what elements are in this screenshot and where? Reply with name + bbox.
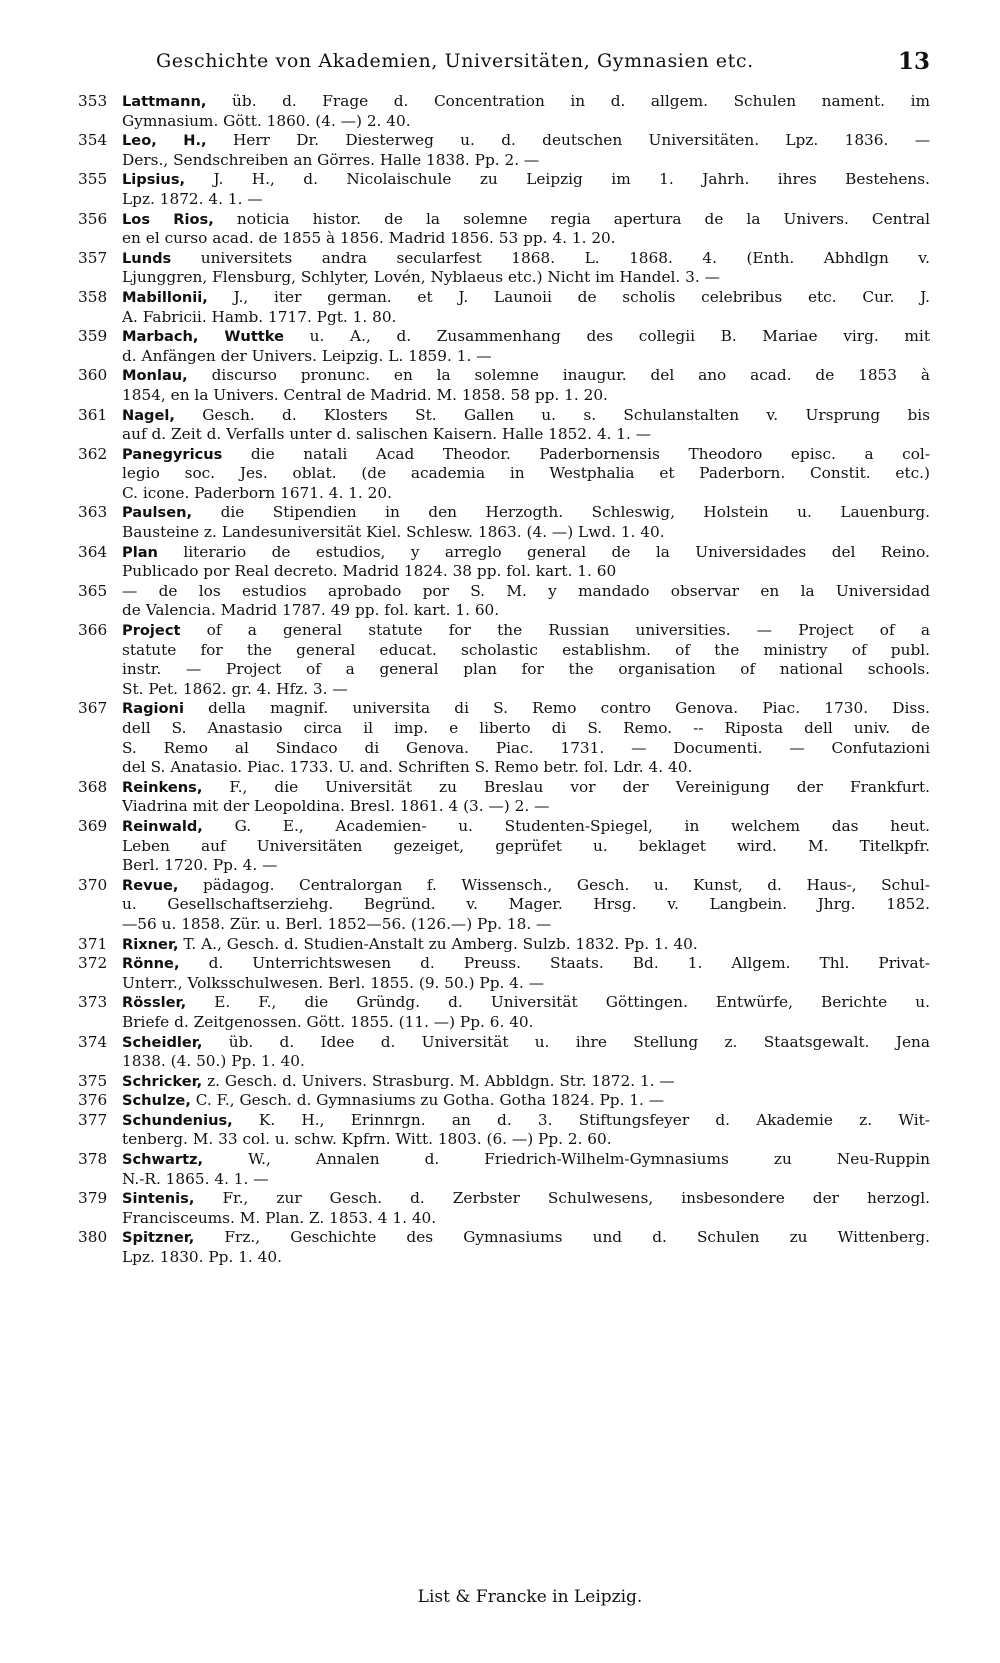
entry-line: S. Remo al Sindaco di Genova. Piac. 1731. — Documenti. — Confutazioni xyxy=(122,738,930,757)
entry-line: Ders., Sendschreiben an Görres. Halle 1838. Pp. 2. — xyxy=(122,150,540,169)
entry-text: J., iter german. et J. Launoii de scholis celebribus etc. Cur. J. xyxy=(233,287,930,306)
publisher-footer: List & Francke in Leipzig. xyxy=(417,1587,643,1607)
entry-headword: Reinkens, xyxy=(122,778,203,796)
entry-headword: Monlau, xyxy=(122,367,188,385)
catalog-entry xyxy=(78,817,930,876)
entry-line: auf d. Zeit d. Verfalls unter d. salischen Kaisern. Halle 1852. 4. 1. — xyxy=(122,425,652,444)
entry-number: 357 xyxy=(78,248,108,267)
catalog-entry xyxy=(78,503,930,542)
entry-headword: Project xyxy=(122,622,181,640)
page-number: 13 xyxy=(897,48,930,75)
entry-text: Fr., zur Gesch. d. Zerbster Schulwesens, insbesondere der herzogl. xyxy=(222,1189,930,1208)
entry-number: 367 xyxy=(78,699,108,718)
entry-headword: Marbach, Wuttke xyxy=(122,328,284,346)
entry-headword: Lattmann, xyxy=(122,93,207,110)
entry-headword: Scheidler, xyxy=(122,1033,203,1051)
entry-number: 371 xyxy=(78,934,108,953)
entry-line xyxy=(122,170,930,190)
catalog-entry xyxy=(78,131,930,170)
entry-headword: Sintenis, xyxy=(122,1190,195,1208)
catalog-entry xyxy=(78,210,930,249)
entry-text: della magnif. universita di S. Remo contro Genova. Piac. 1730. Diss. xyxy=(208,699,930,718)
entry-line: en el curso acad. de 1855 à 1856. Madrid 1856. 53 pp. 4. 1. 20. xyxy=(122,229,616,248)
entry-line: N.-R. 1865. 4. 1. — xyxy=(122,1169,269,1188)
entry-line: 1854, en la Univers. Central de Madrid. M. 1858. 58 pp. 1. 20. xyxy=(122,385,608,404)
entry-text: Gesch. d. Klosters St. Gallen u. s. Schulanstalten v. Ursprung bis xyxy=(202,405,930,424)
entry-headword: Spitzner, xyxy=(122,1229,195,1247)
catalog-entry xyxy=(78,406,930,445)
entry-text: üb. d. Idee d. Universität u. ihre Stellung z. Staatsgewalt. Jena xyxy=(228,1032,930,1051)
entry-number: 372 xyxy=(78,954,108,973)
entry-number: 375 xyxy=(78,1071,108,1090)
entry-line: — de los estudios aprobado por S. M. y mandado observar en la Universidad xyxy=(122,581,930,600)
entry-headword: Mabillonii, xyxy=(122,288,208,306)
entry-text: üb. d. Frage d. Concentration in d. allgem. Schulen nament. im xyxy=(232,92,930,110)
entry-number: 374 xyxy=(78,1032,108,1051)
entry-line: A. Fabricii. Hamb. 1717. Pgt. 1. 80. xyxy=(122,307,397,326)
entry-headword: Leo, H., xyxy=(122,132,207,150)
entry-number: 366 xyxy=(78,621,108,640)
entry-headword: Schwartz, xyxy=(122,1151,204,1169)
entry-line xyxy=(122,327,930,347)
entry-line: Ljunggren, Flensburg, Schlyter, Lovén, Nyblaeus etc.) Nicht im Handel. 3. — xyxy=(122,268,720,287)
entry-number: 365 xyxy=(78,581,108,600)
entry-line: Unterr., Volksschulwesen. Berl. 1855. (9. 50.) Pp. 4. — xyxy=(122,973,545,992)
entry-text: Frz., Geschichte des Gymnasiums und d. Schulen zu Wittenberg. xyxy=(224,1228,930,1247)
entry-line: Berl. 1720. Pp. 4. — xyxy=(122,856,278,875)
catalog-entry xyxy=(78,993,930,1032)
entry-line: de Valencia. Madrid 1787. 49 pp. fol. kart. 1. 60. xyxy=(122,601,500,620)
entry-line: u. Gesellschaftserziehg. Begründ. v. Mager. Hrsg. v. Langbein. Jhrg. 1852. xyxy=(122,895,930,914)
entry-line xyxy=(122,1189,930,1209)
catalog-entry xyxy=(78,249,930,288)
entry-number: 358 xyxy=(78,287,108,306)
entry-line: Bausteine z. Landesuniversität Kiel. Schlesw. 1863. (4. —) Lwd. 1. 40. xyxy=(122,523,665,542)
entry-line xyxy=(122,1033,930,1053)
catalog-entry xyxy=(78,170,930,209)
entry-line xyxy=(122,543,930,563)
catalog-entry xyxy=(78,778,930,817)
entry-headword: Los Rios, xyxy=(122,210,214,228)
entry-number: 363 xyxy=(78,503,108,522)
entry-line xyxy=(122,621,930,641)
entry-number: 359 xyxy=(78,327,108,346)
entry-number: 370 xyxy=(78,875,108,894)
entry-number: 353 xyxy=(78,92,108,110)
entry-line: tenberg. M. 33 col. u. schw. Kpfrn. Witt. 1803. (6. —) Pp. 2. 60. xyxy=(122,1130,612,1149)
entry-headword: Plan xyxy=(122,543,158,561)
entry-line xyxy=(122,954,930,974)
catalog-entry xyxy=(78,288,930,327)
catalog-entry xyxy=(78,621,930,699)
entry-headword: Schulze, xyxy=(122,1092,191,1110)
entry-number: 364 xyxy=(78,542,108,561)
entry-line xyxy=(122,699,930,719)
entry-line xyxy=(122,366,930,386)
entry-line: St. Pet. 1862. gr. 4. Hfz. 3. — xyxy=(122,679,348,698)
entry-line: statute for the general educat. scholastic establishm. of the ministry of publ. xyxy=(122,640,930,659)
entry-headword: Nagel, xyxy=(122,406,175,424)
catalog-entry xyxy=(78,327,930,366)
catalog-entry xyxy=(78,92,930,131)
entry-text: die Stipendien in den Herzogth. Schleswig, Holstein u. Lauenburg. xyxy=(220,503,930,522)
entry-text: F., die Universität zu Breslau vor der Vereinigung der Frankfurt. xyxy=(229,777,930,796)
entry-line xyxy=(122,210,930,230)
entry-line xyxy=(122,1228,930,1248)
entry-text: u. A., d. Zusammenhang des collegii B. Mariae virg. mit xyxy=(309,327,930,346)
running-title: Geschichte von Akademien, Universitäten, Gymnasien etc. xyxy=(156,50,754,72)
catalog-entry xyxy=(78,543,930,582)
entry-number: 376 xyxy=(78,1091,108,1110)
entry-line xyxy=(122,288,930,308)
entry-line xyxy=(122,131,930,151)
entry-line xyxy=(122,778,930,798)
catalog-entry xyxy=(78,1189,930,1228)
entry-number: 369 xyxy=(78,816,108,835)
entry-headword: Paulsen, xyxy=(122,504,193,522)
entry-number: 356 xyxy=(78,209,108,228)
entry-number: 379 xyxy=(78,1189,108,1208)
entry-line: del S. Anatasio. Piac. 1733. U. and. Schriften S. Remo betr. fol. Ldr. 4. 40. xyxy=(122,758,693,777)
entry-line: Gymnasium. Gött. 1860. (4. —) 2. 40. xyxy=(122,111,411,130)
entry-line xyxy=(122,1091,930,1111)
catalog-entry xyxy=(78,1072,930,1092)
entry-line: Lpz. 1872. 4. 1. — xyxy=(122,189,263,208)
catalog-entry xyxy=(78,582,930,621)
entry-text: C. F., Gesch. d. Gymnasiums zu Gotha. Gotha 1824. Pp. 1. — xyxy=(195,1091,665,1110)
entry-number: 378 xyxy=(78,1150,108,1169)
entry-text: G. E., Academien- u. Studenten-Spiegel, in welchem das heut. xyxy=(234,816,930,835)
entry-headword: Rönne, xyxy=(122,955,180,973)
catalog-entry xyxy=(78,445,930,504)
entry-line: Viadrina mit der Leopoldina. Bresl. 1861. 4 (3. —) 2. — xyxy=(122,797,550,816)
entry-number: 362 xyxy=(78,444,108,463)
entry-headword: Ragioni xyxy=(122,700,184,718)
entry-line: Francisceums. M. Plan. Z. 1853. 4 1. 40. xyxy=(122,1208,437,1227)
entry-text: K. H., Erinnrgn. an d. 3. Stiftungsfeyer d. Akademie z. Wit- xyxy=(258,1110,930,1129)
entry-line: Lpz. 1830. Pp. 1. 40. xyxy=(122,1248,282,1267)
entry-line xyxy=(122,1111,930,1131)
entry-headword: Panegyricus xyxy=(122,445,223,463)
entry-line: Leben auf Universitäten gezeiget, geprüfet u. beklaget wird. M. Titelkpfr. xyxy=(122,836,930,855)
entry-number: 360 xyxy=(78,366,108,385)
entry-text: T. A., Gesch. d. Studien-Anstalt zu Amberg. Sulzb. 1832. Pp. 1. 40. xyxy=(183,934,698,953)
catalog-entry xyxy=(78,1033,930,1072)
entry-line: instr. — Project of a general plan for the organisation of national schools. xyxy=(122,660,930,679)
entry-number: 380 xyxy=(78,1228,108,1247)
entry-number: 361 xyxy=(78,405,108,424)
entry-number: 354 xyxy=(78,131,108,150)
entry-text: die natali Acad Theodor. Paderbornensis Theodoro episc. a col- xyxy=(250,444,930,463)
entry-line xyxy=(122,445,930,465)
entry-line: legio soc. Jes. oblat. (de academia in Westphalia et Paderborn. Constit. etc.) xyxy=(122,464,930,483)
entry-line: dell S. Anastasio circa il imp. e liberto di S. Remo. -- Riposta dell univ. de xyxy=(122,719,930,737)
entry-headword: Lipsius, xyxy=(122,171,186,189)
catalog-entry xyxy=(78,954,930,993)
entry-line xyxy=(122,249,930,269)
entry-number: 373 xyxy=(78,993,108,1012)
page-header xyxy=(78,40,930,92)
catalog-entry xyxy=(78,935,930,955)
catalog-entries xyxy=(78,92,930,1268)
entry-line xyxy=(122,406,930,426)
entry-number: 377 xyxy=(78,1110,108,1129)
entry-line xyxy=(122,935,930,955)
entry-line: Briefe d. Zeitgenossen. Gött. 1855. (11. —) Pp. 6. 40. xyxy=(122,1012,534,1031)
entry-number: 368 xyxy=(78,777,108,796)
entry-headword: Rixner, xyxy=(122,935,179,953)
entry-text: E. F., die Gründg. d. Universität Göttingen. Entwürfe, Berichte u. xyxy=(214,993,930,1012)
catalog-entry xyxy=(78,366,930,405)
entry-line: —56 u. 1858. Zür. u. Berl. 1852—56. (126.—) Pp. 18. — xyxy=(122,914,552,933)
entry-text: universitets andra secularfest 1868. L. 1868. 4. (Enth. Abhdlgn v. xyxy=(200,248,930,267)
entry-line: C. icone. Paderborn 1671. 4. 1. 20. xyxy=(122,483,392,502)
entry-text: d. Unterrichtswesen d. Preuss. Staats. Bd. 1. Allgem. Thl. Privat- xyxy=(208,954,930,973)
entry-text: literario de estudios, y arreglo general de la Universidades del Reino. xyxy=(183,542,930,561)
entry-line xyxy=(122,92,930,112)
entry-line xyxy=(122,1150,930,1170)
catalog-entry xyxy=(78,1228,930,1267)
entry-text: noticia histor. de la solemne regia apertura de la Univers. Central xyxy=(236,209,930,228)
entry-headword: Rössler, xyxy=(122,994,187,1012)
entry-number: 355 xyxy=(78,170,108,189)
entry-line xyxy=(122,876,930,896)
entry-line xyxy=(122,1072,930,1092)
entry-text: z. Gesch. d. Univers. Strasburg. M. Abbldgn. Str. 1872. 1. — xyxy=(207,1071,675,1090)
catalog-entry xyxy=(78,876,930,935)
entry-text: of a general statute for the Russian universities. — Project of a xyxy=(206,621,930,640)
entry-line: 1838. (4. 50.) Pp. 1. 40. xyxy=(122,1052,305,1071)
entry-headword: Schricker, xyxy=(122,1072,203,1090)
entry-line xyxy=(122,993,930,1013)
catalog-entry xyxy=(78,1111,930,1150)
entry-text: discurso pronunc. en la solemne inaugur. del ano acad. de 1853 à xyxy=(211,366,930,385)
entry-text: Herr Dr. Diesterweg u. d. deutschen Universitäten. Lpz. 1836. — xyxy=(232,131,930,150)
entry-headword: Revue, xyxy=(122,876,179,894)
entry-headword: Lunds xyxy=(122,249,172,267)
entry-headword: Reinwald, xyxy=(122,817,203,835)
catalog-entry xyxy=(78,699,930,777)
entry-text: pädagog. Centralorgan f. Wissensch., Gesch. u. Kunst, d. Haus-, Schul- xyxy=(203,875,930,894)
entry-line xyxy=(122,503,930,523)
entry-line: Publicado por Real decreto. Madrid 1824. 38 pp. fol. kart. 1. 60 xyxy=(122,562,617,581)
entry-line xyxy=(122,817,930,837)
catalog-entry xyxy=(78,1091,930,1111)
entry-text: W., Annalen d. Friedrich-Wilhelm-Gymnasiums zu Neu-Ruppin xyxy=(248,1150,930,1169)
entry-headword: Schundenius, xyxy=(122,1111,233,1129)
catalog-entry xyxy=(78,1150,930,1189)
entry-line: d. Anfängen der Univers. Leipzig. L. 1859. 1. — xyxy=(122,346,492,365)
entry-text: J. H., d. Nicolaischule zu Leipzig im 1. Jahrh. ihres Bestehens. xyxy=(213,170,930,189)
